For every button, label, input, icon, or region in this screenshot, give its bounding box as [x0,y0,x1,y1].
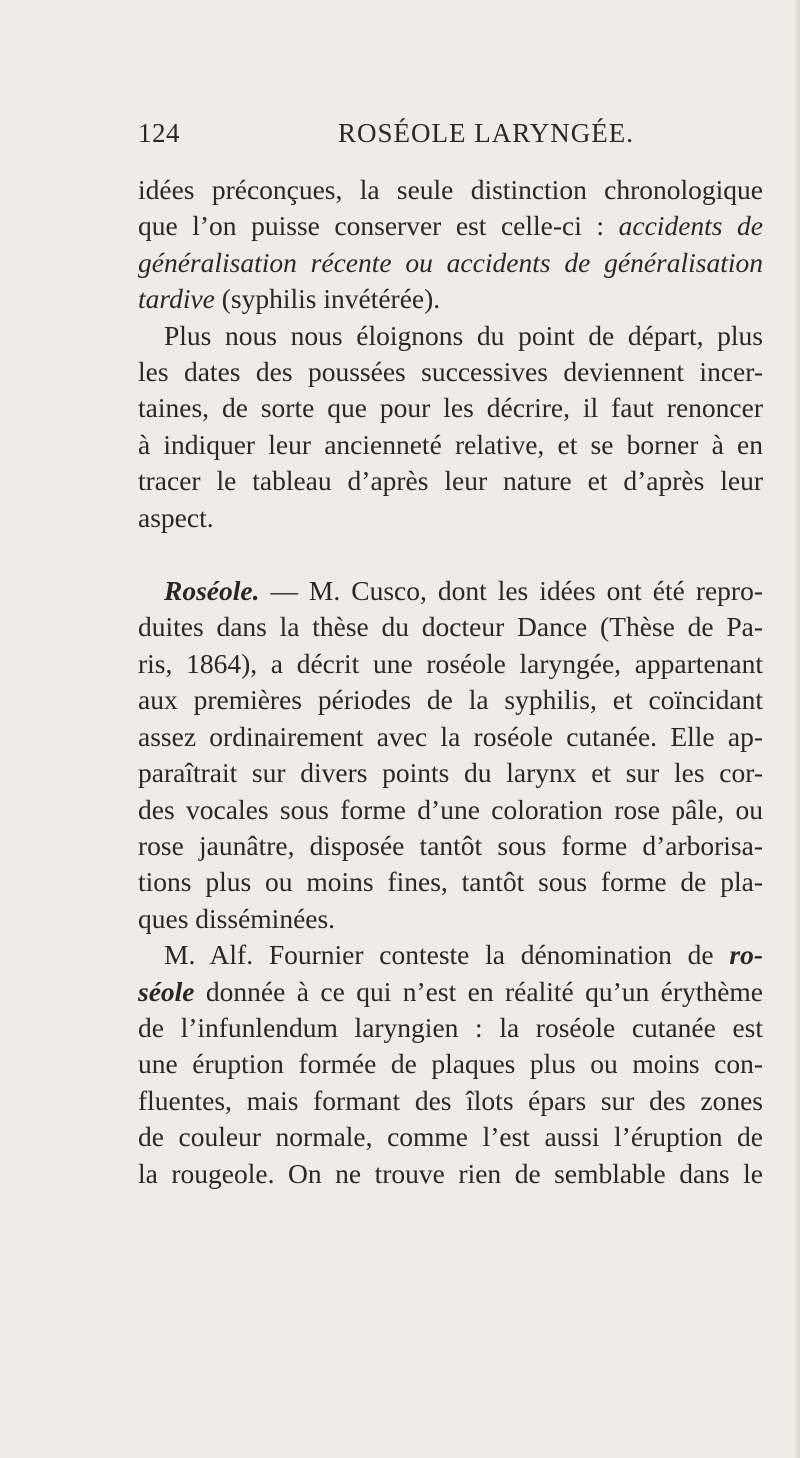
text-line: la rougeole. On ne trouve rien de semblable dans le [138,1157,763,1189]
section-heading: Roséole. [164,575,260,607]
text-line: à indiquer leur ancienneté relative, et se borner à en [138,428,763,460]
italic-term: généralisation [604,246,763,278]
italic-term: tardive [138,283,215,315]
text-line [138,573,763,609]
text-line: fluentes, mais formant des îlots épars sur des zones [138,1084,763,1116]
text-line: des vocales sous forme d’une coloration rose pâle, ou [138,793,763,825]
running-title: ROSÉOLE LARYNGÉE. [338,118,634,148]
text-line [138,937,763,973]
text-span: (syphilis invétérée). [214,283,441,315]
text-line: idées préconçues, la seule distinction chronologique [138,174,763,205]
text-line: ques disséminées. [138,902,336,934]
text-line [138,208,763,244]
paragraph-roseole [138,573,763,937]
italic-term: accidents de [618,210,764,242]
text-line: assez ordinairement avec la roséole cutanée. Elle ap- [138,720,763,752]
section-gap [138,536,763,573]
text-line [138,974,763,1010]
italic-term: séole [138,975,195,1007]
page-number: 124 [138,118,180,148]
text-line: aspect. [138,501,214,533]
text-line: une éruption formée de plaques plus ou moins con- [138,1048,763,1080]
page-header [138,118,758,158]
paragraph-dates [138,318,763,536]
text-span: donnée à ce qui n’est en réalité qu’un érythème [194,975,763,1007]
page-edge-shadow [794,0,800,1458]
text-line: de couleur normale, comme l’est aussi l’éruption de [138,1121,763,1153]
text-line: duites dans la thèse du docteur Dance (Thèse de Pa- [138,611,763,643]
text-line: rose jaunâtre, disposée tantôt sous forme d’arborisa- [138,829,763,861]
italic-term: ro- [729,939,763,971]
text-line: paraîtrait sur divers points du larynx et sur les cor- [138,757,763,789]
text-line: tracer le tableau d’après leur nature et d’après leur [138,465,763,497]
text-span: de [550,246,605,278]
text-line: de l’infunlendum laryngien : la roséole cutanée est [138,1011,763,1043]
italic-term: généralisation récente ou accidents [138,246,551,278]
text-span: — M. Cusco, dont les idées ont été repro- [259,575,763,607]
paragraph-fournier [138,937,763,1192]
text-span: que l’on puisse conserver est celle-ci : [138,210,619,242]
text-line: ris, 1864), a décrit une roséole laryngée, appartenant [138,647,763,679]
text-span: M. Alf. Fournier conteste la dénomination de [164,939,730,971]
text-line: les dates des poussées successives deviennent incer- [138,356,763,388]
text-line [138,281,763,317]
text-line [138,245,763,281]
paragraph-chronology [138,172,763,318]
text-line: Plus nous nous éloignons du point de départ, plus [164,319,763,351]
text-line: taines, de sorte que pour les décrire, il faut renoncer [138,392,763,424]
text-line: tions plus ou moins fines, tantôt sous forme de pla- [138,866,763,898]
body-text [138,172,763,1192]
text-line: aux premières périodes de la syphilis, et coïncidant [138,684,763,716]
